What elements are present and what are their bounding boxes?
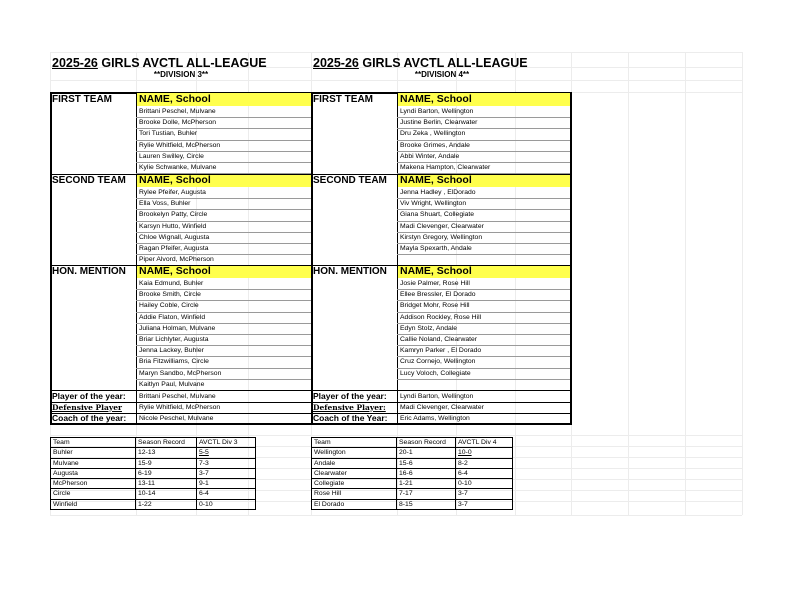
second-team-label: SECOND TEAM <box>313 175 387 186</box>
player-entry: Cruz Cornejo, Wellington <box>400 358 476 366</box>
player-entry: Viv Wright, Wellington <box>400 200 467 208</box>
standings-cell: 1-22 <box>136 499 197 509</box>
standings-cell: 3-7 <box>456 489 513 499</box>
standings-cell: 5-5 <box>197 448 256 458</box>
table-row <box>51 458 256 468</box>
award-value: Lyndi Barton, Wellington <box>400 393 474 400</box>
name-school-header: NAME, School <box>398 93 570 106</box>
standings-cell: 10-14 <box>136 489 197 499</box>
award-value: Eric Adams, Wellington <box>400 415 470 422</box>
standings-cell: 15-9 <box>136 458 197 468</box>
award-label: Coach of the year: <box>52 413 127 423</box>
player-entry: Piper Alvord, McPherson <box>139 256 214 264</box>
player-entry: Lyndi Barton, Wellington <box>400 108 474 115</box>
standings-cell: 8-15 <box>397 499 456 509</box>
name-school-header: NAME, School <box>137 93 311 106</box>
name-school-header: NAME, School <box>398 265 570 278</box>
standings-cell: El Dorado <box>312 499 397 509</box>
row-divider <box>397 254 570 255</box>
standings-cell: Buhler <box>51 448 136 458</box>
row-divider <box>50 265 311 266</box>
standings-header-cell: Season Record <box>136 438 197 448</box>
hon-mention-label: HON. MENTION <box>52 266 126 277</box>
player-entry: Kaitlyn Paul, Mulvane <box>139 380 205 388</box>
player-entry: Addie Flaton, Winfield <box>139 313 206 321</box>
standings-cell: Augusta <box>51 468 136 478</box>
player-entry: Lucy Voloch, Collegiate <box>400 369 471 377</box>
division-4-label: **DIVISION 4** <box>414 70 470 79</box>
division-3-title: 2025-26 GIRLS AVCTL ALL-LEAGUE <box>52 56 267 70</box>
standings-cell: 20-1 <box>397 448 456 458</box>
standings-cell: 6-4 <box>456 468 513 478</box>
column-divider <box>136 92 137 425</box>
name-school-header: NAME, School <box>137 265 311 278</box>
player-entry: Kirstyn Gregory, Wellington <box>400 233 483 241</box>
standings-cell: Mulvane <box>51 458 136 468</box>
player-entry: Addison Rockley, Rose Hill <box>400 313 482 321</box>
player-entry: Edyn Stolz, Andale <box>400 324 458 332</box>
standings-cell: 10-0 <box>456 448 513 458</box>
player-entry: Kaia Edmund, Buhler <box>139 280 204 287</box>
award-label: Defensive Player <box>52 403 122 412</box>
player-entry: Ragan Pfeifer, Augusta <box>139 245 209 252</box>
standings-cell: 7-3 <box>197 458 256 468</box>
standings-cell: 1-21 <box>397 479 456 489</box>
player-entry: Brooke Grimes, Andale <box>400 141 470 149</box>
award-value: Brittani Peschel, Mulvane <box>139 393 216 400</box>
standings-cell: Clearwater <box>312 468 397 478</box>
table-row <box>51 468 256 478</box>
player-entry: Ellee Bressler, El Dorado <box>400 291 476 299</box>
table-row <box>312 489 513 499</box>
award-value: Madi Clevenger, Clearwater <box>400 404 484 411</box>
player-entry: Abbi Winter, Andale <box>400 152 460 160</box>
player-entry: Briar Lichlyter, Augusta <box>139 336 209 343</box>
player-entry: Karsyn Hutto, Winfield <box>139 222 207 230</box>
award-label: Player of the year: <box>313 391 387 401</box>
standings-header-cell: AVCTL Div 4 <box>456 438 513 448</box>
player-entry: Lauren Swilley, Circle <box>139 152 204 160</box>
standings-cell: 9-1 <box>197 479 256 489</box>
player-entry: Jenna Lackey, Buhler <box>139 347 204 355</box>
player-entry: Juliana Holman, Mulvane <box>139 324 216 332</box>
standings-header-cell: Season Record <box>397 438 456 448</box>
player-entry: Kylie Schwanke, Mulvane <box>139 164 217 171</box>
row-divider <box>311 174 572 175</box>
player-entry: Justine Berlin, Clearwater <box>400 119 478 127</box>
standings-cell: Circle <box>51 489 136 499</box>
table-row <box>312 479 513 489</box>
table-row <box>51 479 256 489</box>
standings-header-row <box>51 438 256 448</box>
player-entry: Callie Noland, Clearwater <box>400 336 478 343</box>
division-3-label: **DIVISION 3** <box>153 70 209 79</box>
award-value: Rylie Whitfield, McPherson <box>139 404 221 411</box>
standings-cell: 16-6 <box>397 468 456 478</box>
player-entry: Brittani Peschel, Mulvane <box>139 108 216 115</box>
standings-cell: 6-4 <box>197 489 256 499</box>
standings-cell: 13-11 <box>136 479 197 489</box>
standings-cell: Collegiate <box>312 479 397 489</box>
row-divider <box>50 174 311 175</box>
standings-cell: Winfield <box>51 499 136 509</box>
table-row <box>312 468 513 478</box>
row-divider <box>311 265 572 266</box>
standings-cell: 6-19 <box>136 468 197 478</box>
player-entry: Dru Zeka , Wellington <box>400 130 466 138</box>
standings-cell: 0-10 <box>456 479 513 489</box>
name-school-header: NAME, School <box>137 174 311 187</box>
player-entry: Josie Palmer, Rose Hill <box>400 280 470 287</box>
player-entry: Brooke Dolle, McPherson <box>139 119 217 127</box>
player-entry: Tori Tustian, Buhler <box>139 130 198 138</box>
player-entry: Mayla Spexarth, Andale <box>400 245 472 252</box>
table-row <box>51 499 256 509</box>
table-row <box>312 499 513 509</box>
standings-cell: 3-7 <box>197 468 256 478</box>
standings-header-row <box>312 438 513 448</box>
award-label: Defensive Player: <box>313 403 386 412</box>
player-entry: Madi Clevenger, Clearwater <box>400 222 484 230</box>
table-row <box>312 448 513 458</box>
table-row <box>51 489 256 499</box>
name-school-header: NAME, School <box>398 174 570 187</box>
player-entry: Maryn Sandbo, McPherson <box>139 369 222 377</box>
player-entry: Hailey Coble, Circle <box>139 302 199 310</box>
standings-header-cell: Team <box>312 438 397 448</box>
column-divider <box>397 92 398 425</box>
player-entry: Ella Voss, Buhler <box>139 200 191 208</box>
player-entry: Rylee Pfeifer, Augusta <box>139 189 206 196</box>
player-entry: Rylie Whitfield, McPherson <box>139 141 221 149</box>
standings-cell: Andale <box>312 458 397 468</box>
table-row <box>51 448 256 458</box>
player-entry: Bridget Mohr, Rose Hill <box>400 302 470 310</box>
player-entry: Brookelyn Patty, Circle <box>139 211 208 219</box>
division-3-standings-table <box>50 437 256 510</box>
award-label: Player of the year: <box>52 391 126 401</box>
standings-header-cell: AVCTL Div 3 <box>197 438 256 448</box>
standings-cell: 7-17 <box>397 489 456 499</box>
hon-mention-label: HON. MENTION <box>313 266 387 277</box>
player-entry: Makena Hampton, Clearwater <box>400 164 491 171</box>
standings-cell: 0-10 <box>197 499 256 509</box>
standings-cell: Rose Hill <box>312 489 397 499</box>
standings-cell: 15-6 <box>397 458 456 468</box>
second-team-label: SECOND TEAM <box>52 175 126 186</box>
division-divider <box>311 92 313 425</box>
standings-cell: 12-13 <box>136 448 197 458</box>
player-entry: Chloe Wignall, Augusta <box>139 233 210 241</box>
award-value: Nicole Peschel, Mulvane <box>139 415 214 422</box>
table-row <box>312 458 513 468</box>
division-4-title: 2025-26 GIRLS AVCTL ALL-LEAGUE <box>313 56 528 70</box>
player-entry: Jenna Hadley , ElDorado <box>400 189 476 196</box>
player-entry: Brooke Smith, Circle <box>139 291 201 299</box>
player-entry: Kamryn Parker , El Dorado <box>400 347 482 355</box>
award-label: Coach of the Year: <box>313 413 388 423</box>
first-team-label: FIRST TEAM <box>313 94 373 105</box>
first-team-label: FIRST TEAM <box>52 94 112 105</box>
standings-header-cell: Team <box>51 438 136 448</box>
player-entry: Giana Shuart, Collegiate <box>400 211 475 219</box>
standings-cell: Wellington <box>312 448 397 458</box>
standings-cell: McPherson <box>51 479 136 489</box>
row-divider <box>397 379 570 380</box>
player-entry: Bria Fitzwilliams, Circle <box>139 358 209 366</box>
standings-cell: 8-2 <box>456 458 513 468</box>
standings-cell: 3-7 <box>456 499 513 509</box>
division-4-standings-table <box>311 437 513 510</box>
